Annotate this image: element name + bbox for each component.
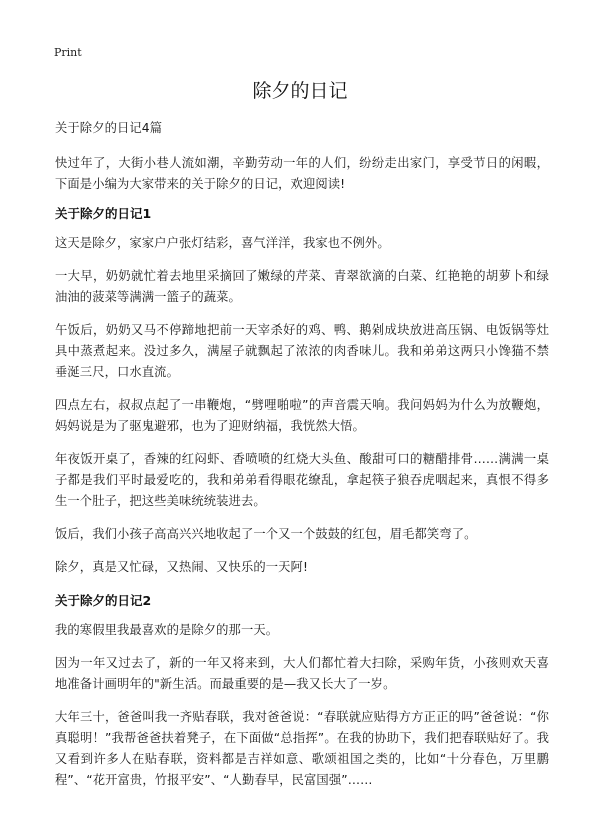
paragraph: 因为一年又过去了，新的一年又将来到，大人们都忙着大扫除，采购年货，小孩则欢天喜地准备计画明年的"新生活。而最重要的是—我又长大了一岁。 [55, 656, 549, 691]
intro-paragraph: 快过年了，大街小巷人流如潮，辛勤劳动一年的人们，纷纷走出家门，享受节日的闲暇，下面是小编为大家带来的关于除夕的日记，欢迎阅读! [55, 156, 549, 191]
print-link[interactable]: Print [54, 46, 82, 59]
section-heading: 关于除夕的日记1 [55, 206, 152, 221]
paragraph: 四点左右，叔叔点起了一串鞭炮，“劈哩啪啦”的声音震天响。我问妈妈为什么为放鞭炮，妈妈说是为了驱鬼避邪，也为了迎财纳福，我恍然大悟。 [55, 398, 549, 433]
document-title: 除夕的日记 [252, 80, 348, 102]
document-subtitle: 关于除夕的日记4篇 [55, 121, 163, 135]
paragraph: 大年三十，爸爸叫我一齐贴春联，我对爸爸说：“春联就应贴得方方正正的吗”爸爸说：“你真聪明！”我帮爸爸扶着凳子，在下面做“总指挥”。在我的协助下，我们把春联贴好了。我又看到许多人在贴春联，资料都是吉祥如意、歌颂祖国之类的，比如“十分春色，万里鹏程”、“花开富贵，竹报平安”、“人勤春早，民富国强”…… [55, 710, 549, 787]
paragraph: 我的寒假里我最喜欢的是除夕的那一天。 [55, 623, 279, 637]
document-body [55, 118, 549, 791]
paragraph: 午饭后，奶奶又马不停蹄地把前一天宰杀好的鸡、鸭、鹅剁成块放进高压锅、电饭锅等灶具中蒸煮起来。没过多久，满屋子就飘起了浓浓的肉香味儿。我和弟弟这两只小馋猫不禁垂涎三尺，口水直流。 [55, 323, 549, 379]
paragraph: 一大早，奶奶就忙着去地里采摘回了嫩绿的芹菜、青翠欲滴的白菜、红艳艳的胡萝卜和绿油油的菠菜等满满一篮子的蔬菜。 [55, 269, 549, 304]
paragraph: 这天是除夕，家家户户张灯结彩，喜气洋洋，我家也不例外。 [55, 236, 390, 250]
paragraph: 除夕，真是又忙碌，又热闹、又快乐的一天阿! [55, 560, 308, 574]
paragraph: 饭后，我们小孩子高高兴兴地收起了一个又一个鼓鼓的红包，眉毛都笑弯了。 [55, 527, 477, 541]
section-heading: 关于除夕的日记2 [55, 593, 152, 608]
paragraph: 年夜饭开桌了，香辣的红闷虾、香喷喷的红烧大头鱼、酸甜可口的糖醋排骨……满满一桌子都是我们平时最爱吃的，我和弟弟看得眼花缭乱，拿起筷子狼吞虎咽起来，真恨不得多生一个肚子，把这些美味统统装进去。 [55, 452, 549, 508]
